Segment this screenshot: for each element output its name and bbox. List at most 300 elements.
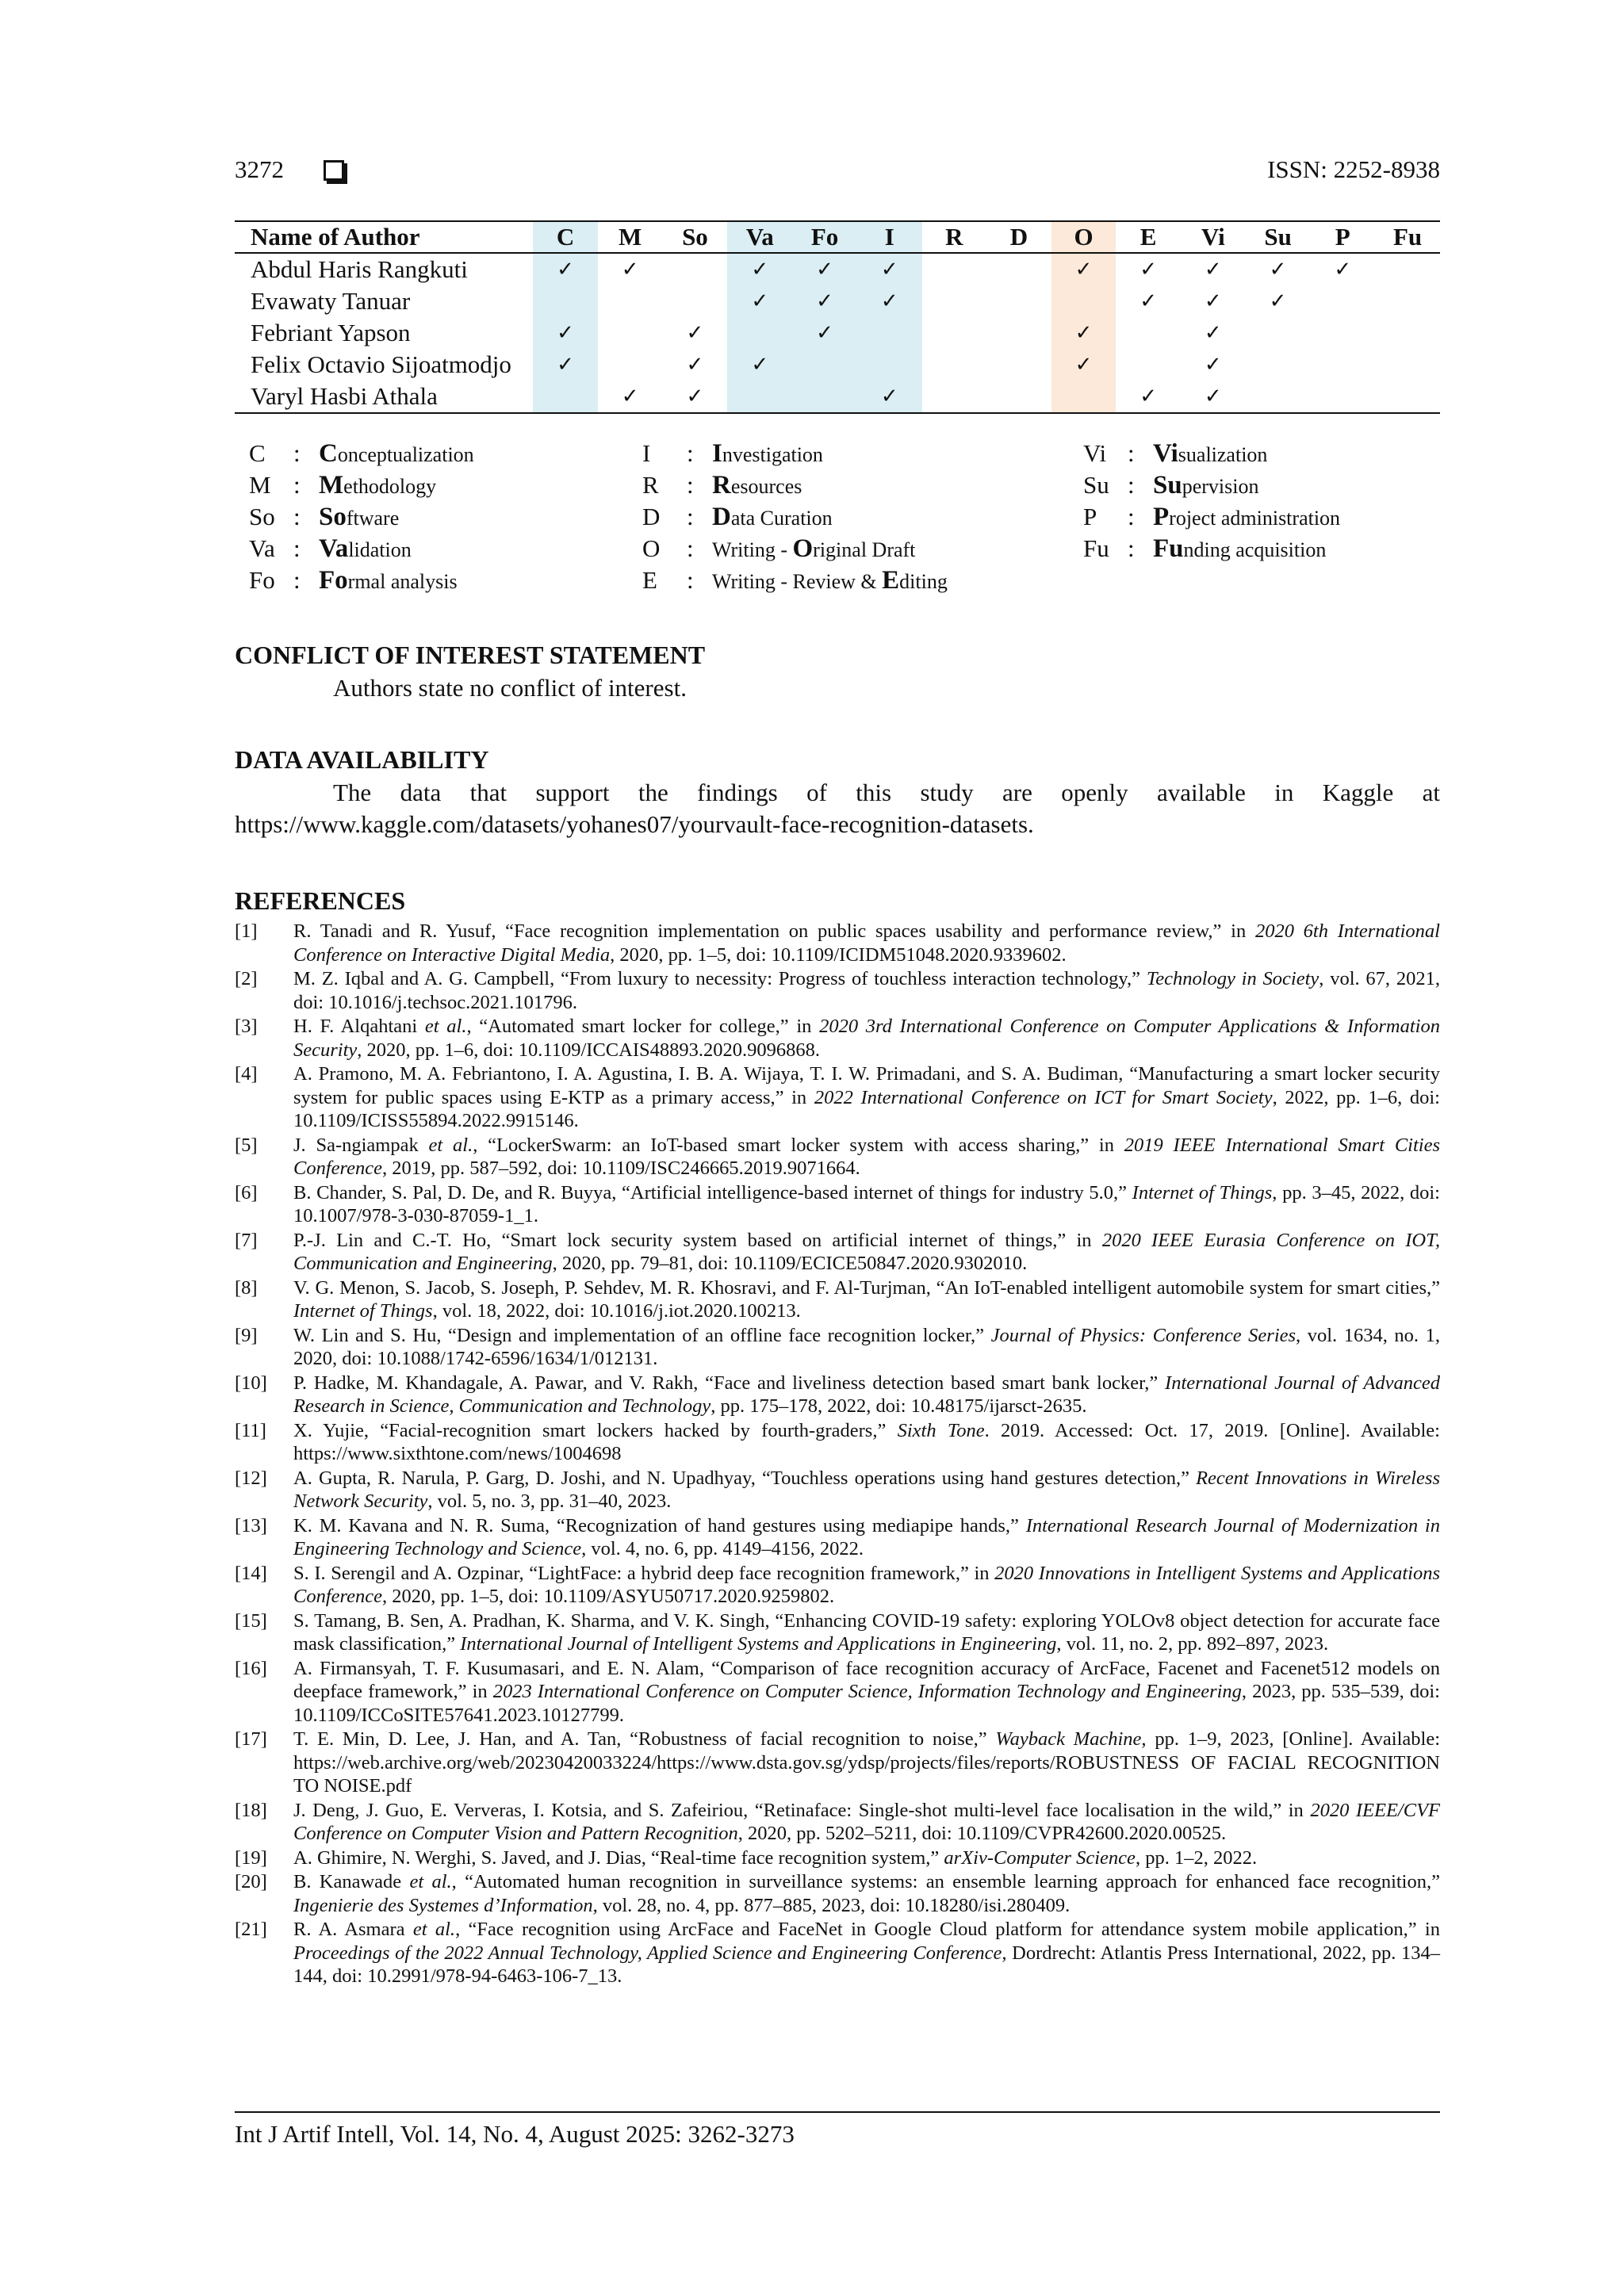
legend-abbr: R [642, 471, 659, 499]
reference-segment: , vol. 28, no. 4, pp. 877–885, 2023, doi: 10.18280/isi.280409. [592, 1894, 1071, 1916]
table-cell [533, 381, 598, 413]
reference-number: [21] [235, 1919, 267, 1940]
references-heading: REFERENCES [235, 886, 406, 915]
checkmark-icon: ✓ [686, 321, 704, 345]
reference-segment: A. Pramono, M. A. Febriantono, I. A. Agustina, I. B. A. Wijaya, T. I. W. Primadani, and S. A. Budiman, “Manufacturing a smart locker security system for public spaces using E-KTP as a primary access,” in [293, 1063, 1440, 1108]
legend-initial: Fo [319, 566, 348, 595]
reference-segment: , pp. 1–2, 2022. [1135, 1846, 1258, 1869]
reference-segment: , 2020, pp. 1–5, doi: 10.1109/ICIDM51048.2020.9339602. [610, 943, 1067, 966]
table-cell [1116, 317, 1181, 349]
legend-initial: D [712, 503, 731, 531]
reference-item [235, 1134, 1440, 1181]
data-availability-heading: DATA AVAILABILITY [235, 745, 489, 774]
legend-item [642, 438, 948, 469]
reference-segment: , 2020, pp. 1–5, doi: 10.1109/ASYU50717.2020.9259802. [382, 1586, 835, 1607]
reference-italic-segment: et al. [412, 1919, 456, 1940]
table-cell [922, 253, 987, 285]
legend-abbr: M [249, 471, 271, 499]
reference-italic-segment: et al. [424, 1016, 467, 1037]
column-header-fu: Fu [1375, 221, 1440, 253]
reference-segment: , pp. 175–178, 2022, doi: 10.48175/ijarsct-2635. [710, 1395, 1087, 1417]
table-cell [922, 285, 987, 317]
legend-rest: rmal analysis [347, 570, 458, 593]
table-cell [986, 317, 1051, 349]
legend-column-3 [1083, 438, 1340, 564]
legend-abbr: Fo [249, 566, 275, 594]
legend-abbr: Fu [1083, 534, 1109, 562]
legend-rest: diting [899, 570, 948, 593]
table-cell [1310, 381, 1375, 413]
legend-colon: : [1128, 471, 1135, 499]
reference-item [235, 1015, 1440, 1062]
legend-item [249, 469, 474, 501]
checkmark-icon: ✓ [857, 285, 922, 317]
reference-item [235, 1419, 1440, 1466]
table-cell [922, 381, 987, 413]
reference-segment: R. A. Asmara [293, 1919, 413, 1940]
reference-number: [13] [235, 1514, 267, 1536]
reference-segment: , vol. 4, no. 6, pp. 4149–4156, 2022. [581, 1538, 864, 1559]
table-cell [1246, 317, 1311, 349]
reference-segment: , vol. 1634, no. 1, 2020, doi: 10.1088/1742-6596/1634/1/012131. [293, 1324, 1441, 1369]
reference-text [293, 1134, 1440, 1181]
checkmark-icon: ✓ [1051, 253, 1116, 285]
legend-colon: : [687, 439, 694, 467]
reference-segment: , 2020, pp. 5202–5211, doi: 10.1109/CVPR42600.2020.00525. [737, 1823, 1227, 1844]
reference-item [235, 1181, 1440, 1228]
legend-initial: Va [319, 534, 349, 563]
table-cell [857, 349, 922, 381]
reference-text [293, 1419, 1440, 1466]
author-contribution-table [235, 220, 1440, 414]
reference-number: [7] [235, 1229, 258, 1251]
reference-number: [11] [235, 1419, 266, 1441]
legend-abbr: Vi [1083, 439, 1107, 467]
table-cell [1375, 349, 1440, 381]
reference-segment: , pp. 1–9, 2023, [Online]. Available: https://web.archive.org/web/20230420033224/https://www.dsta.gov.sg/ydsp/projects/files/reports/ROBUSTNESS OF FACIAL RECOGNITION TO NOISE.pdf [293, 1728, 1440, 1797]
table-cell [986, 349, 1051, 381]
reference-text [293, 1870, 1440, 1917]
table-cell [1375, 381, 1440, 413]
table-cell [1310, 317, 1375, 349]
legend-initial: So [319, 503, 347, 531]
reference-segment: , “Face recognition using ArcFace and FaceNet in Google Cloud platform for attendance system mobile application,” in [455, 1919, 1440, 1940]
reference-text [293, 1229, 1440, 1276]
legend-initial: Vi [1153, 439, 1178, 468]
reference-segment: , Dordrecht: Atlantis Press International, 2022, pp. 134–144, doi: 10.2991/978-94-6463-106-7_13. [293, 1942, 1440, 1987]
legend-initial: Su [1153, 471, 1182, 499]
legend-item [642, 469, 948, 501]
table-cell [1116, 349, 1181, 381]
footer-rule [235, 2111, 1440, 2113]
reference-text [293, 1062, 1440, 1133]
reference-italic-segment: Wayback Machine [995, 1728, 1142, 1750]
reference-number: [17] [235, 1728, 267, 1750]
reference-number: [4] [235, 1063, 258, 1085]
legend-initial: Fu [1153, 534, 1184, 563]
legend-colon: : [293, 534, 301, 562]
reference-italic-segment: International Research Journal of Modernization in Engineering Technology and Science [293, 1514, 1440, 1559]
legend-prefix: Writing - [712, 538, 793, 561]
reference-item [235, 1657, 1440, 1728]
table-cell [598, 285, 663, 317]
reference-italic-segment: 2020 3rd International Conference on Computer Applications & Information Security [293, 1016, 1440, 1061]
reference-item [235, 1728, 1440, 1798]
legend-abbr: Va [249, 534, 275, 562]
column-header-su: Su [1246, 221, 1311, 253]
legend-prefix: Writing - Review & [712, 570, 883, 593]
reference-italic-segment: 2020 Innovations in Intelligent Systems and Applications Conference [293, 1562, 1441, 1607]
reference-italic-segment: Technology in Society [1146, 968, 1320, 989]
square-bullet-icon [324, 160, 344, 181]
legend-rest: ftware [346, 507, 400, 530]
column-header-c: C [533, 221, 598, 253]
legend-initial: M [319, 471, 344, 499]
reference-item [235, 1467, 1440, 1513]
legend-rest: nding acquisition [1183, 538, 1327, 561]
reference-segment: , “LockerSwarm: an IoT-based smart locker system with access sharing,” in [473, 1134, 1124, 1156]
author-name: Varyl Hasbi Athala [235, 381, 533, 413]
column-header-d: D [986, 221, 1051, 253]
checkmark-icon: ✓ [1204, 353, 1222, 377]
legend-abbr: I [642, 439, 651, 467]
checkmark-icon: ✓ [533, 253, 598, 285]
table-cell [1375, 317, 1440, 349]
legend-rest: onceptualization [337, 443, 474, 466]
table-header-row [235, 221, 1440, 253]
author-name: Felix Octavio Sijoatmodjo [251, 350, 511, 378]
reference-segment: K. M. Kavana and N. R. Suma, “Recognization of hand gestures using mediapipe hands,” [293, 1514, 1026, 1536]
legend-abbr: O [642, 534, 661, 562]
table-cell [986, 253, 1051, 285]
table-cell [986, 381, 1051, 413]
legend-colon: : [687, 566, 694, 594]
checkmark-icon: ✓ [727, 285, 792, 317]
legend-item [249, 438, 474, 469]
legend-initial: R [712, 471, 731, 499]
checkmark-icon: ✓ [857, 253, 922, 285]
table-cell [1246, 381, 1311, 413]
reference-segment: , 2023, pp. 535–539, doi: 10.1109/ICCoSITE57641.2023.10127799. [293, 1681, 1440, 1726]
column-header-so: So [663, 221, 728, 253]
checkmark-icon: ✓ [686, 353, 704, 377]
legend-abbr: E [642, 566, 657, 594]
legend-rest: roject administration [1169, 507, 1341, 530]
reference-text [293, 1015, 1440, 1062]
legend-colon: : [1128, 439, 1135, 467]
reference-italic-segment: Internet of Things [1132, 1181, 1273, 1203]
reference-text [293, 1657, 1440, 1728]
legend-item [1083, 469, 1340, 501]
legend-initial: O [792, 534, 814, 563]
reference-segment: X. Yujie, “Facial-recognition smart lockers hacked by fourth-graders,” [293, 1419, 898, 1441]
reference-segment: M. Z. Iqbal and A. G. Campbell, “From luxury to necessity: Progress of touchless interaction technology,” [293, 968, 1147, 989]
reference-segment: , 2022, pp. 1–6, doi: 10.1109/ICISS55894.2022.9915146. [293, 1086, 1440, 1131]
legend-item [249, 564, 474, 596]
reference-number: [2] [235, 968, 258, 989]
reference-segment: B. Chander, S. Pal, D. De, and R. Buyya, “Artificial intelligence-based internet of things for industry 5.0,” [293, 1181, 1132, 1203]
legend-abbr: P [1083, 503, 1097, 530]
column-header-p: P [1310, 221, 1375, 253]
legend-initial: E [882, 566, 900, 595]
legend-colon: : [1128, 503, 1135, 530]
table-cell [1051, 285, 1116, 317]
table-cell [792, 381, 857, 413]
legend-rest: ethodology [343, 475, 437, 498]
reference-segment: R. Tanadi and R. Yusuf, “Face recognition implementation on public spaces usability and performance review,” in [293, 920, 1255, 942]
table-cell [727, 317, 792, 349]
reference-text [293, 920, 1440, 966]
legend-colon: : [293, 566, 301, 594]
legend-rest: riginal Draft [813, 538, 916, 561]
legend-item [642, 501, 948, 533]
legend-rest: esources [730, 475, 802, 498]
legend-initial: I [712, 439, 722, 468]
conflict-text: Authors state no conflict of interest. [333, 674, 687, 702]
reference-item [235, 967, 1440, 1014]
reference-segment: S. I. Serengil and A. Ozpinar, “LightFace: a hybrid deep face recognition framework,” in [293, 1562, 995, 1584]
table-cell [727, 381, 792, 413]
reference-italic-segment: 2020 IEEE/CVF Conference on Computer Vision and Pattern Recognition [293, 1799, 1440, 1844]
reference-number: [18] [235, 1799, 267, 1821]
reference-item [235, 1324, 1440, 1371]
reference-text [293, 967, 1440, 1014]
reference-number: [6] [235, 1181, 258, 1203]
reference-text [293, 1799, 1440, 1846]
checkmark-icon: ✓ [1051, 349, 1116, 381]
reference-italic-segment: Internet of Things [293, 1300, 433, 1322]
reference-italic-segment: Recent Innovations in Wireless Network Security [293, 1467, 1440, 1512]
name-of-author-header: Name of Author [235, 221, 533, 253]
reference-item [235, 1514, 1440, 1561]
legend-item [249, 501, 474, 533]
reference-item [235, 1870, 1440, 1917]
legend-rest: nvestigation [722, 443, 823, 466]
reference-italic-segment: 2022 International Conference on ICT for Smart Society [814, 1086, 1273, 1108]
checkmark-icon: ✓ [1181, 381, 1246, 413]
legend-colon: : [293, 471, 301, 499]
legend-colon: : [293, 503, 301, 530]
reference-italic-segment: Ingenierie des Systemes d’Information [293, 1894, 593, 1916]
checkmark-icon: ✓ [598, 381, 663, 413]
reference-item [235, 1918, 1440, 1988]
checkmark-icon: ✓ [1334, 258, 1352, 281]
legend-item [249, 533, 474, 564]
table-body [235, 253, 1440, 413]
reference-number: [14] [235, 1562, 267, 1584]
column-header-vi: Vi [1181, 221, 1246, 253]
legend-rest: ata Curation [730, 507, 833, 530]
checkmark-icon: ✓ [1269, 289, 1287, 313]
reference-item [235, 1062, 1440, 1133]
reference-number: [12] [235, 1467, 267, 1489]
column-header-i: I [857, 221, 922, 253]
table-cell [922, 317, 987, 349]
reference-text [293, 1918, 1440, 1988]
legend-colon: : [1128, 534, 1135, 562]
reference-segment: V. G. Menon, S. Jacob, S. Joseph, P. Sehdev, M. R. Khosravi, and F. Al-Turjman, “An IoT-enabled intelligent automobile system for smart cities,” [293, 1276, 1440, 1299]
legend-colon: : [687, 503, 694, 530]
reference-segment: J. Deng, J. Guo, E. Ververas, I. Kotsia, and S. Zafeiriou, “Retinaface: Single-shot multi-level face localisation in the wild,” in [293, 1799, 1311, 1821]
reference-number: [1] [235, 920, 258, 942]
reference-italic-segment: Journal of Physics: Conference Series [990, 1324, 1297, 1346]
reference-number: [9] [235, 1324, 258, 1346]
checkmark-icon: ✓ [533, 349, 598, 381]
reference-segment: , pp. 3–45, 2022, doi: 10.1007/978-3-030-87059-1_1. [293, 1181, 1440, 1226]
data-availability-text: The data that support the findings of this study are openly available in Kaggle at https://www.kaggle.com/datasets/yohanes07/yourvault-face-recognition-datasets. [235, 779, 1440, 838]
legend-item [1083, 533, 1340, 564]
legend-item [642, 564, 948, 596]
reference-segment: P. Hadke, M. Khandagale, A. Pawar, and V. Rakh, “Face and liveliness detection based smart bank locker,” [293, 1372, 1166, 1394]
legend-initial: C [319, 439, 338, 468]
reference-italic-segment: Proceedings of the 2022 Annual Technology, Applied Science and Engineering Conference [293, 1942, 1002, 1964]
reference-segment: S. Tamang, B. Sen, A. Pradhan, K. Sharma, and V. K. Singh, “Enhancing COVID-19 safety: exploring YOLOv8 object detection for accurate face mask classification,” [293, 1609, 1440, 1655]
reference-segment: , 2019, pp. 587–592, doi: 10.1109/ISC246665.2019.9071664. [382, 1158, 860, 1179]
reference-text [293, 1562, 1440, 1609]
column-header-m: M [598, 221, 663, 253]
reference-number: [15] [235, 1609, 267, 1632]
reference-segment: A. Firmansyah, T. F. Kusumasari, and E. N. Alam, “Comparison of face recognition accuracy of ArcFace, Facenet and Facenet512 models on deepface framework,” in [293, 1657, 1440, 1702]
reference-italic-segment: 2020 IEEE Eurasia Conference on IOT, Communication and Engineering [293, 1229, 1440, 1274]
reference-segment: , 2020, pp. 1–6, doi: 10.1109/ICCAIS48893.2020.9096868. [357, 1039, 820, 1061]
reference-segment: , 2020, pp. 79–81, doi: 10.1109/ECICE50847.2020.9302010. [552, 1253, 1028, 1274]
checkmark-icon: ✓ [792, 285, 857, 317]
table-cell [1310, 349, 1375, 381]
reference-text [293, 1514, 1440, 1561]
table-cell [1246, 349, 1311, 381]
table-row [235, 349, 1440, 381]
legend-item [1083, 438, 1340, 469]
reference-italic-segment: 2020 6th International Conference on Interactive Digital Media [293, 920, 1440, 966]
checkmark-icon: ✓ [857, 381, 922, 413]
reference-item [235, 920, 1440, 966]
table-row [235, 285, 1440, 317]
author-name: Abdul Haris Rangkuti [251, 255, 468, 283]
reference-text [293, 1728, 1440, 1798]
legend-abbr: Su [1083, 471, 1109, 499]
reference-italic-segment: et al. [428, 1134, 473, 1156]
legend-colon: : [687, 534, 694, 562]
author-name: Febriant Yapson [251, 319, 411, 346]
legend-abbr: D [642, 503, 661, 530]
checkmark-icon: ✓ [727, 253, 792, 285]
table-row [235, 253, 1440, 285]
checkmark-icon: ✓ [1204, 321, 1222, 345]
reference-segment: , “Automated human recognition in surveillance systems: an ensemble learning approach for enhanced face recognition,” [451, 1871, 1440, 1892]
reference-number: [3] [235, 1016, 258, 1037]
issn-label: ISSN: 2252-8938 [1267, 155, 1440, 183]
reference-item [235, 1609, 1440, 1656]
reference-item [235, 1846, 1440, 1870]
legend-colon: : [293, 439, 301, 467]
table-cell [663, 253, 728, 285]
checkmark-icon: ✓ [1116, 381, 1181, 413]
reference-segment: , vol. 67, 2021, doi: 10.1016/j.techsoc.2021.101796. [293, 968, 1440, 1013]
reference-segment: , vol. 18, 2022, doi: 10.1016/j.iot.2020.100213. [432, 1300, 801, 1322]
reference-italic-segment: 2019 IEEE International Smart Cities Conference [293, 1134, 1440, 1179]
checkmark-icon: ✓ [621, 258, 639, 281]
reference-italic-segment: International Journal of Intelligent Systems and Applications in Engineering [460, 1633, 1057, 1655]
reference-segment: W. Lin and S. Hu, “Design and implementation of an offline face recognition locker,” [293, 1324, 991, 1346]
table-row [235, 317, 1440, 349]
table-cell [598, 349, 663, 381]
reference-segment: . 2019. Accessed: Oct. 17, 2019. [Online]. Available: https://www.sixthtone.com/news/1004698 [293, 1419, 1440, 1464]
reference-segment: J. Sa-ngiampak [293, 1134, 429, 1156]
table-row [235, 381, 1440, 413]
author-name: Evawaty Tanuar [251, 287, 411, 315]
column-header-r: R [922, 221, 987, 253]
reference-number: [8] [235, 1276, 258, 1299]
reference-italic-segment: arXiv-Computer Science [944, 1846, 1136, 1869]
checkmark-icon: ✓ [1051, 317, 1116, 349]
table-cell [598, 317, 663, 349]
reference-text [293, 1324, 1440, 1371]
page-header [235, 155, 1440, 190]
table-cell [922, 349, 987, 381]
legend-abbr: So [249, 503, 275, 530]
legend-abbr: C [249, 439, 266, 467]
reference-segment: H. F. Alqahtani [293, 1016, 425, 1037]
checkmark-icon: ✓ [792, 253, 857, 285]
reference-segment: T. E. Min, D. Lee, J. Han, and A. Tan, “Robustness of facial recognition to noise,” [293, 1728, 996, 1750]
reference-number: [10] [235, 1372, 267, 1394]
table-cell [533, 285, 598, 317]
legend-column-1 [249, 438, 474, 596]
reference-item [235, 1372, 1440, 1418]
legend-rest: pervision [1182, 475, 1259, 498]
reference-segment: , “Automated smart locker for college,” in [466, 1016, 820, 1037]
references-list [235, 920, 1440, 1989]
table-cell [857, 317, 922, 349]
reference-number: [16] [235, 1657, 267, 1679]
checkmark-icon: ✓ [1139, 258, 1158, 281]
checkmark-icon: ✓ [1204, 258, 1222, 281]
table-cell [1310, 285, 1375, 317]
legend-rest: lidation [348, 538, 412, 561]
checkmark-icon: ✓ [1269, 258, 1287, 281]
page-footer: Int J Artif Intell, Vol. 14, No. 4, August 2025: 3262-3273 [235, 2120, 795, 2148]
reference-text [293, 1372, 1440, 1418]
table-cell [663, 285, 728, 317]
reference-segment: P.-J. Lin and C.-T. Ho, “Smart lock security system based on artificial internet of things,” in [293, 1229, 1102, 1251]
table-cell [1051, 381, 1116, 413]
legend-initial: P [1153, 503, 1170, 531]
reference-segment: , vol. 11, no. 2, pp. 892–897, 2023. [1056, 1633, 1329, 1655]
legend-item [642, 533, 948, 564]
reference-segment: B. Kanawade [293, 1871, 410, 1892]
table-cell [1375, 253, 1440, 285]
reference-italic-segment: 2023 International Conference on Computer Science, Information Technology and Engineering [492, 1681, 1242, 1702]
reference-item [235, 1799, 1440, 1846]
reference-text [293, 1467, 1440, 1513]
reference-text [293, 1609, 1440, 1656]
table-cell [986, 285, 1051, 317]
reference-italic-segment: International Journal of Advanced Research in Science, Communication and Technology [293, 1372, 1441, 1417]
checkmark-icon: ✓ [663, 381, 728, 413]
reference-italic-segment: Sixth Tone [897, 1419, 985, 1441]
checkmark-icon: ✓ [1139, 289, 1158, 313]
column-header-fo: Fo [792, 221, 857, 253]
column-header-va: Va [727, 221, 792, 253]
reference-text [293, 1276, 1440, 1323]
reference-segment: A. Gupta, R. Narula, P. Garg, D. Joshi, and N. Upadhyay, “Touchless operations using hand gestures detection,” [293, 1467, 1197, 1489]
column-header-o: O [1051, 221, 1116, 253]
checkmark-icon: ✓ [533, 317, 598, 349]
checkmark-icon: ✓ [1204, 289, 1222, 313]
legend-item [1083, 501, 1340, 533]
legend-column-2 [642, 438, 948, 596]
table-cell [792, 349, 857, 381]
